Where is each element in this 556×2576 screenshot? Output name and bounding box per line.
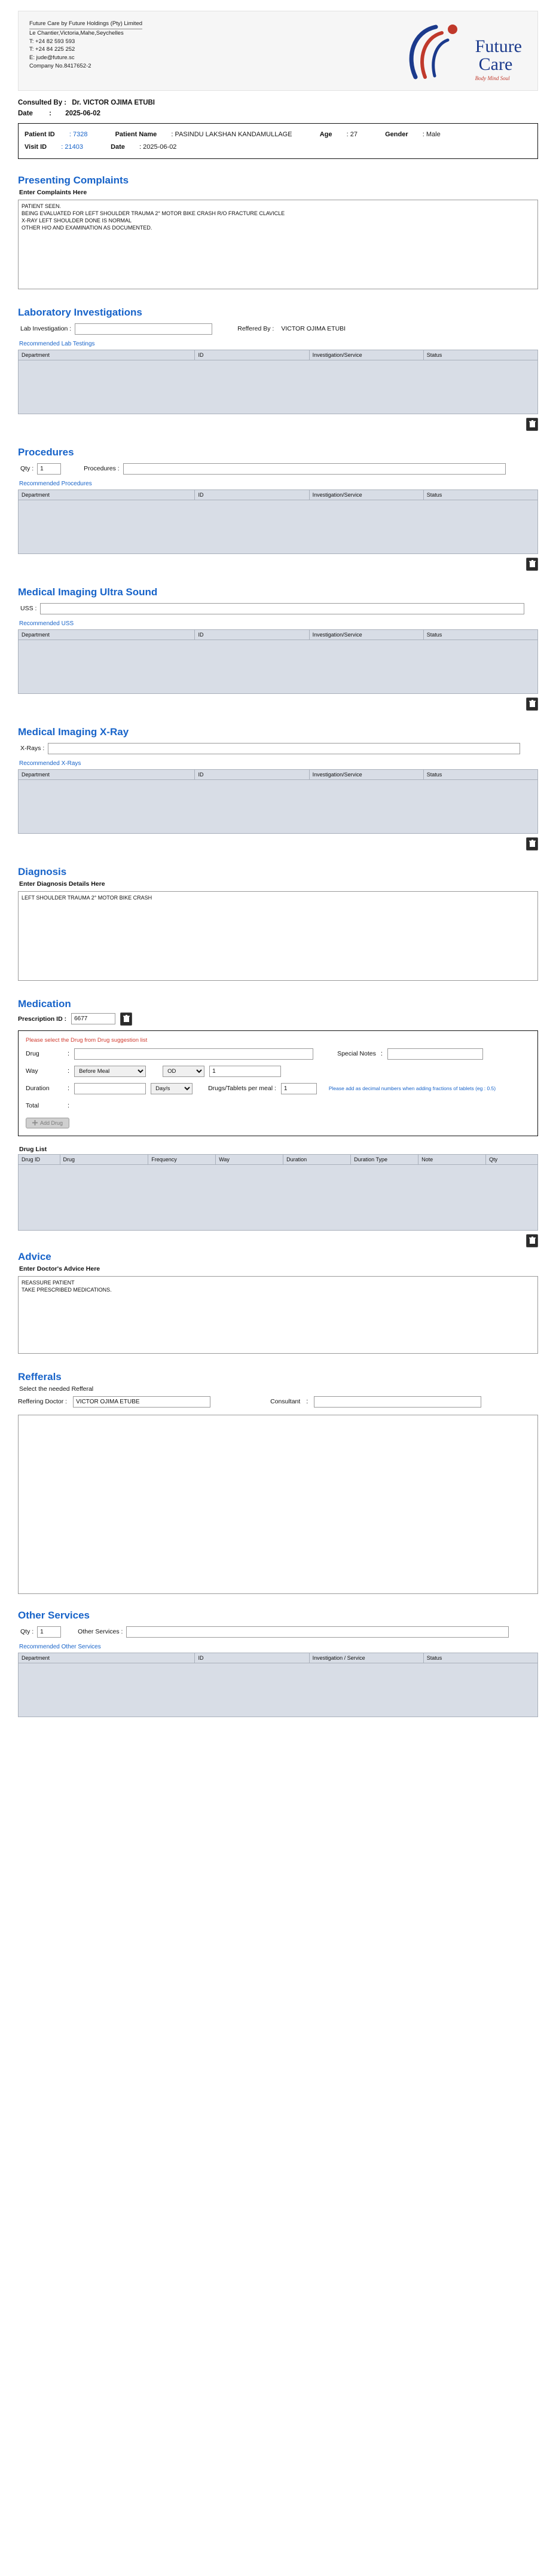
- patient-gender-label: Gender: [385, 131, 408, 138]
- procedures-table: [18, 489, 538, 554]
- medical-imaging-ultrasound-heading: Medical Imaging Ultra Sound: [18, 586, 158, 598]
- add-drug-row: [26, 1118, 530, 1128]
- delete-icon[interactable]: [526, 837, 538, 850]
- consultant-label: Consultant: [270, 1398, 301, 1406]
- patient-name-colon: :: [171, 131, 173, 138]
- total-label: Total: [26, 1102, 39, 1110]
- presenting-complaints-heading: Presenting Complaints: [18, 174, 129, 186]
- refferals-subheading: Select the needed Refferal: [19, 1385, 94, 1393]
- table-row: [19, 1164, 538, 1230]
- xray-col-id: ID: [195, 769, 309, 779]
- duration-row: [26, 1083, 530, 1094]
- proc-col-department: Department: [19, 489, 195, 500]
- patient-id-label: Patient ID: [25, 131, 55, 138]
- consulted-by-row: [18, 99, 538, 106]
- drug-list-actions: [18, 1234, 538, 1247]
- recommended-other-services-label: Recommended Other Services: [19, 1643, 101, 1650]
- total-colon: :: [68, 1102, 70, 1110]
- special-notes-label: Special Notes: [337, 1050, 376, 1058]
- lab-col-id: ID: [195, 350, 309, 360]
- consulted-by-value: Dr. VICTOR OJIMA ETUBI: [72, 99, 155, 106]
- lab-results-table: [18, 350, 538, 414]
- patient-gender-value: Male: [426, 131, 441, 138]
- drug-col-id: Drug ID: [19, 1154, 60, 1164]
- clinic-tel-2: T: +24 84 225 252: [29, 46, 75, 53]
- uss-actions: [18, 697, 538, 711]
- diagnosis-heading: Diagnosis: [18, 865, 67, 877]
- diagnosis-subheading: Enter Diagnosis Details Here: [19, 880, 105, 888]
- uss-label: USS :: [20, 605, 37, 613]
- delete-icon[interactable]: [526, 558, 538, 571]
- advice-subheading: Enter Doctor's Advice Here: [19, 1265, 100, 1272]
- procedures-input[interactable]: [123, 463, 506, 475]
- total-value: [74, 1100, 128, 1112]
- logo-word-future: Future: [475, 36, 522, 56]
- visit-date-label: Date: [111, 143, 125, 151]
- delete-icon[interactable]: [526, 1234, 538, 1247]
- recommended-xrays-label: Recommended X-Rays: [19, 760, 81, 767]
- os-col-department: Department: [19, 1653, 195, 1663]
- consult-date-value: 2025-06-02: [65, 110, 101, 117]
- clinic-details: [29, 20, 142, 71]
- clinic-address: Le Chantier,Victoria,Mahe,Seychelles: [29, 29, 124, 36]
- way-label: Way: [26, 1067, 38, 1075]
- visit-id-value: 21403: [65, 143, 83, 151]
- xray-col-investigation: Investigation/Service: [309, 769, 423, 779]
- drug-list-table: [18, 1154, 538, 1231]
- logo-wordmark: [475, 38, 522, 81]
- recommended-lab-testings-label: Recommended Lab Testings: [19, 340, 95, 347]
- patient-info-box: [18, 123, 538, 159]
- procedures-qty-input[interactable]: [37, 463, 61, 475]
- patient-row-1: [25, 129, 531, 141]
- xray-input-row: [20, 743, 538, 754]
- visit-date-colon: :: [139, 143, 142, 151]
- lab-investigation-label: Lab Investigation :: [20, 325, 72, 333]
- medical-imaging-xray-heading: Medical Imaging X-Ray: [18, 726, 129, 738]
- table-header-row: [19, 1653, 538, 1663]
- logo-area: [389, 20, 527, 82]
- clinic-email: E: jude@future.sc: [29, 54, 75, 62]
- delete-icon[interactable]: [120, 1012, 132, 1026]
- table-header-row: [19, 489, 538, 500]
- patient-age-value: 27: [350, 131, 358, 138]
- uss-table: [18, 629, 538, 694]
- prescription-page: [0, 11, 556, 1747]
- proc-empty-body: [19, 500, 538, 553]
- table-row: [19, 360, 538, 414]
- prescription-id-input[interactable]: [71, 1013, 115, 1024]
- lab-referred-by-value: VICTOR OJIMA ETUBI: [281, 325, 346, 333]
- patient-age-label: Age: [319, 131, 332, 138]
- delete-icon[interactable]: [526, 697, 538, 711]
- reffering-doctor-label: Reffering Doctor :: [18, 1398, 68, 1406]
- way-row: [26, 1066, 530, 1077]
- drug-col-qty: Qty: [486, 1154, 538, 1164]
- duration-colon: :: [68, 1085, 70, 1093]
- logo-swoosh-icon: [405, 22, 471, 82]
- decimal-note: Please add as decimal numbers when adding fractions of tablets (eg : 0.5): [328, 1085, 496, 1092]
- special-notes-input[interactable]: [387, 1048, 483, 1060]
- drug-empty-body: [19, 1164, 538, 1230]
- lab-col-investigation: Investigation/Service: [309, 350, 423, 360]
- xray-table: [18, 769, 538, 834]
- drugs-per-meal-label: Drugs/Tablets per meal :: [208, 1085, 276, 1093]
- visit-id-colon: :: [61, 143, 63, 151]
- table-header-row: [19, 1154, 538, 1164]
- logo-tagline: Body Mind Soul: [475, 75, 510, 81]
- drug-input[interactable]: [74, 1048, 313, 1060]
- reffering-doctor-input[interactable]: [73, 1396, 210, 1408]
- procedures-input-row: [20, 463, 538, 475]
- complaints-textarea[interactable]: [18, 200, 538, 289]
- other-services-input-row: [20, 1626, 538, 1638]
- medication-heading: Medication: [18, 998, 71, 1009]
- uss-col-department: Department: [19, 629, 195, 640]
- patient-id-colon: :: [69, 131, 71, 138]
- uss-col-status: Status: [423, 629, 537, 640]
- special-notes-colon: :: [380, 1050, 383, 1058]
- refferals-input-row: [18, 1396, 538, 1408]
- drugs-per-meal-input[interactable]: [281, 1083, 317, 1094]
- patient-age-colon: :: [346, 131, 349, 138]
- clinic-regno: Company No.8417652-2: [29, 62, 91, 69]
- visit-date-value: 2025-06-02: [143, 143, 177, 151]
- laboratory-investigations-heading: Laboratory Investigations: [18, 306, 142, 318]
- consult-date-row: [18, 110, 538, 117]
- patient-gender-colon: :: [422, 131, 424, 138]
- frequency-select[interactable]: [163, 1066, 204, 1077]
- footer-spacer: [18, 1717, 538, 1723]
- lab-col-status: Status: [423, 350, 537, 360]
- other-services-heading: Other Services: [18, 1609, 90, 1621]
- drug-col-duration: Duration: [283, 1154, 351, 1164]
- table-header-row: [19, 350, 538, 360]
- procedures-actions: [18, 558, 538, 571]
- os-empty-body: [19, 1663, 538, 1717]
- advice-heading: Advice: [18, 1250, 51, 1262]
- procedures-qty-label: Qty :: [20, 465, 34, 473]
- consultant-input[interactable]: [314, 1396, 481, 1408]
- os-col-investigation: Investigation / Service: [309, 1653, 423, 1663]
- duration-unit-select[interactable]: [151, 1083, 193, 1094]
- xray-empty-body: [19, 779, 538, 833]
- way-colon: :: [68, 1067, 70, 1075]
- visit-id-label: Visit ID: [25, 143, 47, 151]
- drug-col-drug: Drug: [60, 1154, 148, 1164]
- drug-selection-warning: Please select the Drug from Drug suggestion list: [26, 1036, 148, 1044]
- total-row: [26, 1100, 530, 1112]
- os-col-status: Status: [423, 1653, 537, 1663]
- frequency-count-input[interactable]: [209, 1066, 281, 1077]
- proc-col-id: ID: [195, 489, 309, 500]
- other-services-input[interactable]: [126, 1626, 509, 1638]
- xray-label: X-Rays :: [20, 745, 45, 752]
- patient-row-2: [25, 141, 531, 154]
- lab-table-wrap: [18, 350, 538, 414]
- patient-name-value: PASINDU LAKSHAN KANDAMULLAGE: [175, 131, 292, 138]
- duration-input[interactable]: [74, 1083, 146, 1094]
- other-services-table: [18, 1653, 538, 1717]
- lab-input-row: [20, 323, 538, 335]
- lab-actions: [18, 418, 538, 431]
- patient-id-value: 7328: [72, 131, 88, 138]
- patient-name-label: Patient Name: [115, 131, 157, 138]
- lab-col-department: Department: [19, 350, 195, 360]
- plus-icon: [32, 1120, 38, 1125]
- other-services-qty-label: Qty :: [20, 1628, 34, 1636]
- medication-entry-panel: [18, 1030, 538, 1136]
- xray-col-status: Status: [423, 769, 537, 779]
- letterhead: [18, 11, 538, 91]
- proc-col-status: Status: [423, 489, 537, 500]
- diagnosis-textarea[interactable]: [18, 891, 538, 981]
- table-row: [19, 779, 538, 833]
- uss-input[interactable]: [40, 603, 524, 614]
- table-row: [19, 1663, 538, 1717]
- add-drug-label: Add Drug: [40, 1119, 63, 1126]
- drug-col-note: Note: [418, 1154, 486, 1164]
- uss-col-id: ID: [195, 629, 309, 640]
- xray-input[interactable]: [48, 743, 520, 754]
- drug-colon: :: [68, 1050, 70, 1058]
- other-services-qty-input[interactable]: [37, 1626, 61, 1638]
- other-services-label: Other Services :: [78, 1628, 123, 1636]
- drug-col-way: Way: [216, 1154, 283, 1164]
- drug-label: Drug: [26, 1050, 39, 1058]
- delete-icon[interactable]: [526, 418, 538, 431]
- recommended-procedures-label: Recommended Procedures: [19, 480, 92, 487]
- clinic-name: Future Care by Future Holdings (Pty) Limited: [29, 20, 142, 29]
- logo-word-care: Care: [478, 54, 513, 74]
- table-header-row: [19, 769, 538, 779]
- complaints-subheading: Enter Complaints Here: [19, 188, 87, 196]
- uss-input-row: [20, 603, 538, 614]
- prescription-id-label: Prescription ID :: [18, 1015, 67, 1023]
- lab-investigation-input[interactable]: [75, 323, 212, 335]
- table-row: [19, 640, 538, 693]
- uss-col-investigation: Investigation/Service: [309, 629, 423, 640]
- procedures-label: Procedures :: [84, 465, 120, 473]
- drug-row: [26, 1048, 530, 1060]
- duration-label: Duration: [26, 1085, 50, 1093]
- prescription-id-row: [18, 1012, 538, 1026]
- add-drug-button[interactable]: [26, 1118, 69, 1128]
- uss-empty-body: [19, 640, 538, 693]
- lab-referred-by-label: Reffered By :: [237, 325, 274, 333]
- proc-col-investigation: Investigation/Service: [309, 489, 423, 500]
- consulted-by-label: Consulted By :: [18, 99, 67, 106]
- recommended-uss-label: Recommended USS: [19, 620, 74, 627]
- drug-col-frequency: Frequency: [148, 1154, 216, 1164]
- consult-date-colon: :: [49, 110, 51, 117]
- refferals-panel: [18, 1415, 538, 1594]
- lab-empty-body: [19, 360, 538, 414]
- consultant-colon: :: [306, 1398, 308, 1406]
- os-col-id: ID: [195, 1653, 309, 1663]
- xray-col-department: Department: [19, 769, 195, 779]
- advice-textarea[interactable]: [18, 1276, 538, 1354]
- drug-col-duration-type: Duration Type: [351, 1154, 418, 1164]
- procedures-heading: Procedures: [18, 446, 74, 458]
- xray-actions: [18, 837, 538, 850]
- drug-list-label: Drug List: [19, 1145, 47, 1153]
- consult-date-label: Date: [18, 110, 33, 117]
- future-care-logo: [401, 20, 527, 82]
- refferals-heading: Refferals: [18, 1370, 62, 1382]
- clinic-tel-1: T: +24 82 593 593: [29, 38, 75, 45]
- way-select[interactable]: [74, 1066, 146, 1077]
- table-header-row: [19, 629, 538, 640]
- table-row: [19, 500, 538, 553]
